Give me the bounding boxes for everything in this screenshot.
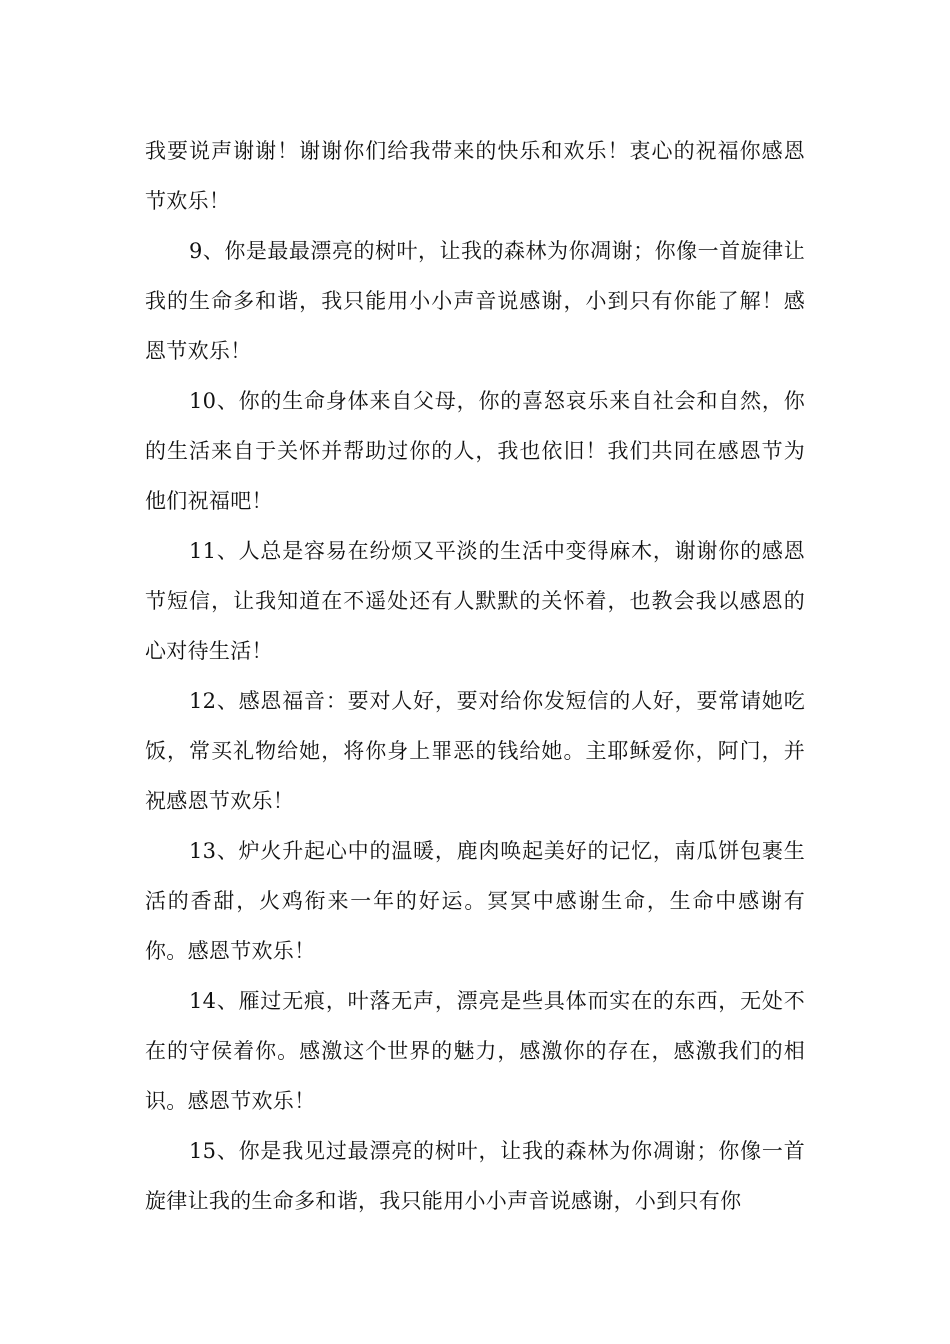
paragraph-10: 10、你的生命身体来自父母，你的喜怒哀乐来自社会和自然，你的生活来自于关怀并帮助过你的人，我也依旧！我们共同在感恩节为他们祝福吧！ (145, 389, 805, 513)
document-body (145, 126, 805, 1226)
paragraph-15: 15、你是我见过最漂亮的树叶，让我的森林为你凋谢；你像一首旋律让我的生命多和谐，我只能用小小声音说感谢，小到只有你 (145, 1139, 805, 1213)
paragraph-12: 12、感恩福音：要对人好，要对给你发短信的人好，要常请她吃饭，常买礼物给她，将你身上罪恶的钱给她。主耶稣爱你，阿门，并祝感恩节欢乐！ (145, 689, 805, 813)
paragraph-13: 13、炉火升起心中的温暖，鹿肉唤起美好的记忆，南瓜饼包裹生活的香甜，火鸡衔来一年的好运。冥冥中感谢生命，生命中感谢有你。感恩节欢乐！ (145, 839, 805, 963)
paragraph-9: 9、你是最最漂亮的树叶，让我的森林为你凋谢；你像一首旋律让我的生命多和谐，我只能用小小声音说感谢，小到只有你能了解！感恩节欢乐！ (145, 239, 805, 363)
paragraph-11: 11、人总是容易在纷烦又平淡的生活中变得麻木，谢谢你的感恩节短信，让我知道在不遥处还有人默默的关怀着，也教会我以感恩的心对待生活！ (145, 539, 805, 663)
paragraph-continuation: 我要说声谢谢！谢谢你们给我带来的快乐和欢乐！衷心的祝福你感恩节欢乐！ (145, 139, 805, 213)
paragraph-14: 14、雁过无痕，叶落无声，漂亮是些具体而实在的东西，无处不在的守侯着你。感激这个世界的魅力，感激你的存在，感激我们的相识。感恩节欢乐！ (145, 989, 805, 1113)
